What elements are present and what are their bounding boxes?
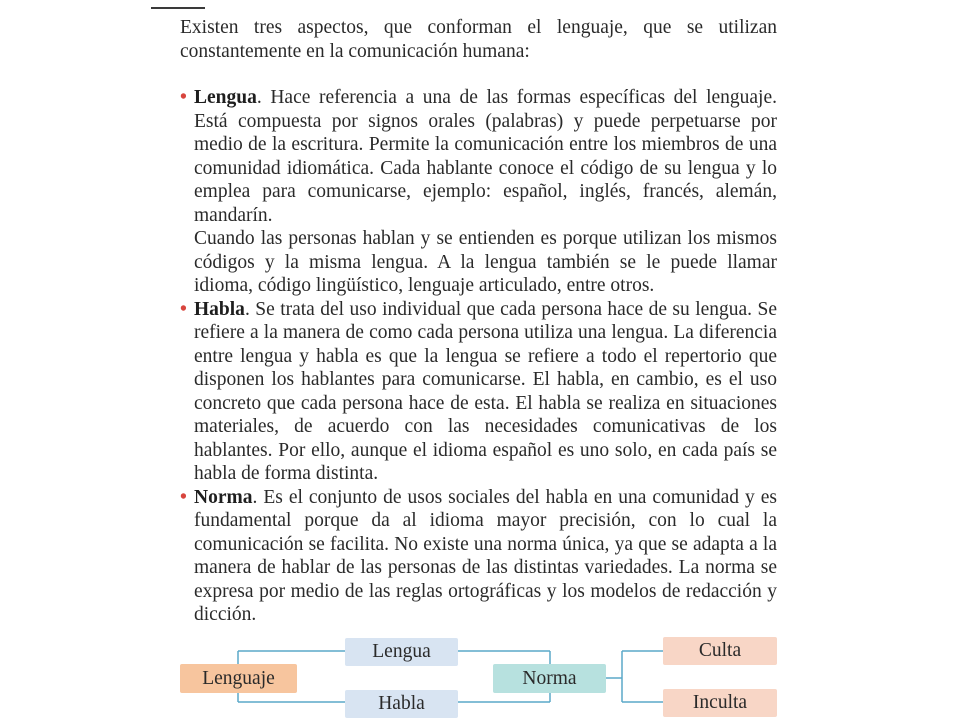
node-lengua: Lengua (345, 638, 458, 666)
bullet-marker: • (180, 298, 187, 320)
lengua-extra-paragraph: Cuando las personas hablan y se entienden es porque utilizan los mismos códigos y la misma lengua. A la lengua también se le puede llamar idioma, código lingüístico, lenguaje articulado, entre otros. (194, 228, 777, 296)
diagram-connectors (0, 630, 960, 720)
norma-definition: . Es el conjunto de usos sociales del habla en una comunidad y es fundamental porque da al idioma mayor precisión, con lo cual la comunicación se facilita. No existe una norma única, ya que se adapta a la manera de hablar de las personas de las distintas variedades. La norma se expresa por medio de las reglas ortográficas y los modelos de redacción y dicción. (194, 486, 777, 625)
term-norma: Norma (194, 486, 253, 508)
bullet-habla (180, 298, 777, 486)
top-rule (151, 7, 205, 9)
bullet-list (180, 86, 777, 627)
habla-definition: . Se trata del uso individual que cada persona hace de su lengua. Se refiere a la manera de como cada persona utiliza una lengua. La diferencia entre lengua y habla es que la lengua se refiere a todo el repertorio que disponen los hablantes para comunicarse. El habla, en cambio, es el uso concreto que cada persona hace de esta. El habla se realiza en situaciones materiales, de acuerdo con las necesidades comunicativas de los hablantes. Por ello, aunque el idioma español es uno solo, en cada país se habla de forma distinta. (194, 298, 777, 484)
term-habla: Habla (194, 298, 245, 320)
bullet-norma (180, 486, 777, 627)
bullet-marker: • (180, 486, 187, 508)
node-lenguaje: Lenguaje (180, 664, 297, 693)
bullet-lengua (180, 86, 777, 298)
node-habla: Habla (345, 690, 458, 718)
node-norma: Norma (493, 664, 606, 693)
lengua-definition: . Hace referencia a una de las formas específicas del lenguaje. Está compuesta por signos orales (palabras) y puede perpetuarse por medio de la escritura. Permite la comunicación entre los miembros de una comunidad idiomática. Cada hablante conoce el código de su lengua y lo emplea para comunicarse, ejemplo: español, inglés, francés, alemán, mandarín. (194, 87, 777, 226)
node-culta: Culta (663, 637, 777, 665)
bullet-marker: • (180, 87, 187, 108)
concept-diagram (0, 630, 960, 720)
intro-paragraph: Existen tres aspectos, que conforman el lenguaje, que se utilizan constantemente en la comunicación humana: (180, 17, 777, 62)
term-lengua: Lengua (194, 87, 257, 108)
node-inculta: Inculta (663, 689, 777, 717)
